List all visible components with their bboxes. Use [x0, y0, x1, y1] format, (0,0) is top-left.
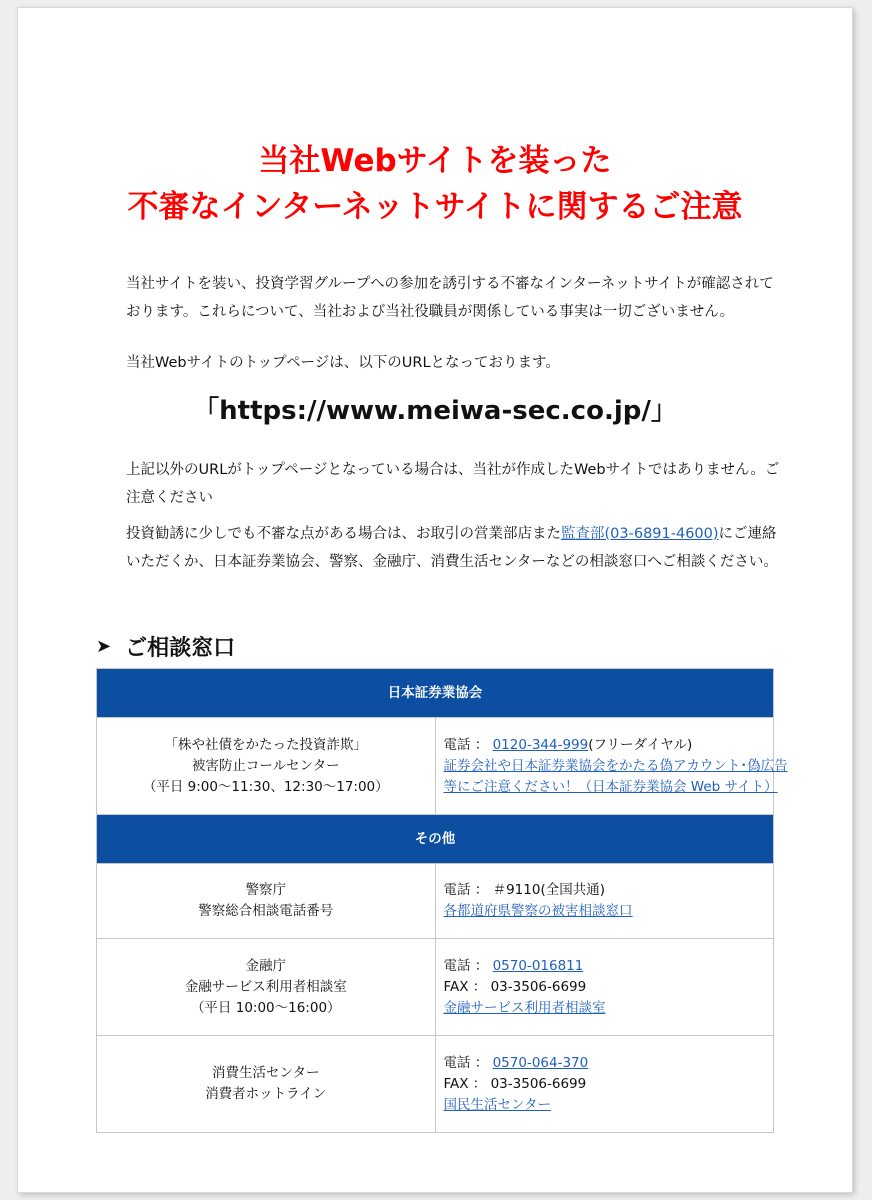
phone-label: 電話 ： [443, 957, 493, 974]
contact-detail-cell [435, 864, 774, 939]
phone-link[interactable]: 0570-064-370 [492, 1054, 589, 1071]
title-line-2: 不審なインターネットサイトに関するご注意 [127, 189, 743, 225]
contact-name-line: 被害防止コールセンター [191, 757, 340, 774]
phone-link[interactable]: 0570-016811 [492, 957, 584, 974]
contact-name-cell [97, 1036, 436, 1133]
intro-paragraph-1: 当社サイトを装い、投資学習グループへの参加を誘引する不審なインターネットサイトが確認されております。これらについて、当社および当社役職員が関係している事実は一切ございません。 [126, 276, 774, 320]
jsda-warning-link[interactable]: 証券会社や日本証券業協会をかたる偽アカウント･偽広告 [443, 757, 788, 774]
official-url: 「https://www.meiwa-sec.co.jp/」 [193, 396, 677, 426]
intro-paragraph-4 [126, 520, 781, 576]
phone-link[interactable]: 0120-344-999 [492, 736, 589, 753]
p4-text-before: 投資勧誘に少しでも不審な点がある場合は、お取引の営業部店また [126, 526, 561, 542]
jsda-warning-link-2[interactable]: 等にご注意ください！（日本証券業協会 Web サイト） [443, 778, 778, 795]
phone-label: 電話 ： [443, 1054, 493, 1071]
contact-table [96, 668, 788, 1133]
title-line-1: 当社Webサイトを装った [258, 143, 612, 179]
section-heading-text: ご相談窓口 [125, 635, 236, 661]
consumer-center-link[interactable]: 国民生活センター [443, 1096, 551, 1113]
contact-name-cell [97, 718, 436, 815]
contact-name-line: 金融サービス利用者相談室 [184, 978, 347, 995]
phone-label: 電話 ： [443, 736, 493, 753]
contact-hours: （平日 10:00～16:00） [190, 999, 341, 1016]
police-consultation-link[interactable]: 各都道府県警察の被害相談窓口 [443, 903, 633, 919]
phone-line [444, 956, 766, 977]
contact-name-line: 警察庁 [245, 882, 286, 898]
intro-paragraph-3: 上記以外のURLがトップページとなっている場合は、当社が作成したWebサイトではありません。ご注意ください [126, 462, 780, 506]
contact-hours: （平日 9:00～11:30、12:30～17:00） [142, 778, 389, 795]
section-heading [96, 626, 235, 666]
contact-name-cell [97, 939, 436, 1036]
contact-name-cell [97, 864, 436, 939]
table-band-jsda [97, 669, 774, 718]
phone-line [444, 1053, 766, 1074]
contact-detail-cell [435, 1036, 774, 1133]
page-title [18, 138, 852, 230]
contact-name-line: 「株や社債をかたった投資詐欺」 [164, 736, 367, 753]
document-page [18, 8, 852, 1192]
contact-detail-cell [435, 718, 788, 815]
phone-line [444, 735, 766, 756]
contact-name-line: 消費者ホットライン [205, 1086, 327, 1102]
contact-name-line: 消費生活センター [212, 1065, 320, 1081]
table-row [97, 1036, 774, 1133]
band-label-jsda: 日本証券業協会 [97, 669, 774, 718]
phone-line: 電話 ： ＃9110(全国共通) [443, 882, 605, 898]
band-label-other: その他 [97, 815, 774, 864]
table-row [97, 718, 774, 815]
contact-name-line: 警察総合相談電話番号 [198, 903, 334, 919]
fsa-consultation-link[interactable]: 金融サービス利用者相談室 [443, 999, 606, 1016]
fax-line: FAX ： 03-3506-6699 [443, 978, 587, 995]
audit-dept-link[interactable]: 監査部(03-6891-4600) [561, 526, 719, 542]
table-row [97, 864, 774, 939]
table-band-other [97, 815, 774, 864]
table-row [97, 939, 774, 1036]
intro-paragraph-2: 当社Webサイトのトップページは、以下のURLとなっております。 [126, 355, 560, 371]
contact-detail-cell [435, 939, 774, 1036]
arrow-right-icon: ➤ [96, 635, 112, 657]
fax-line: FAX ： 03-3506-6699 [443, 1075, 587, 1092]
contact-name-line: 金融庁 [245, 957, 286, 974]
p4-text-after: にご連絡いただくか、日本証券業協会、警察、金融庁、消費生活センターなどの相談窓口へご相談ください。 [126, 526, 778, 570]
phone-note: (フリーダイヤル) [588, 736, 693, 753]
